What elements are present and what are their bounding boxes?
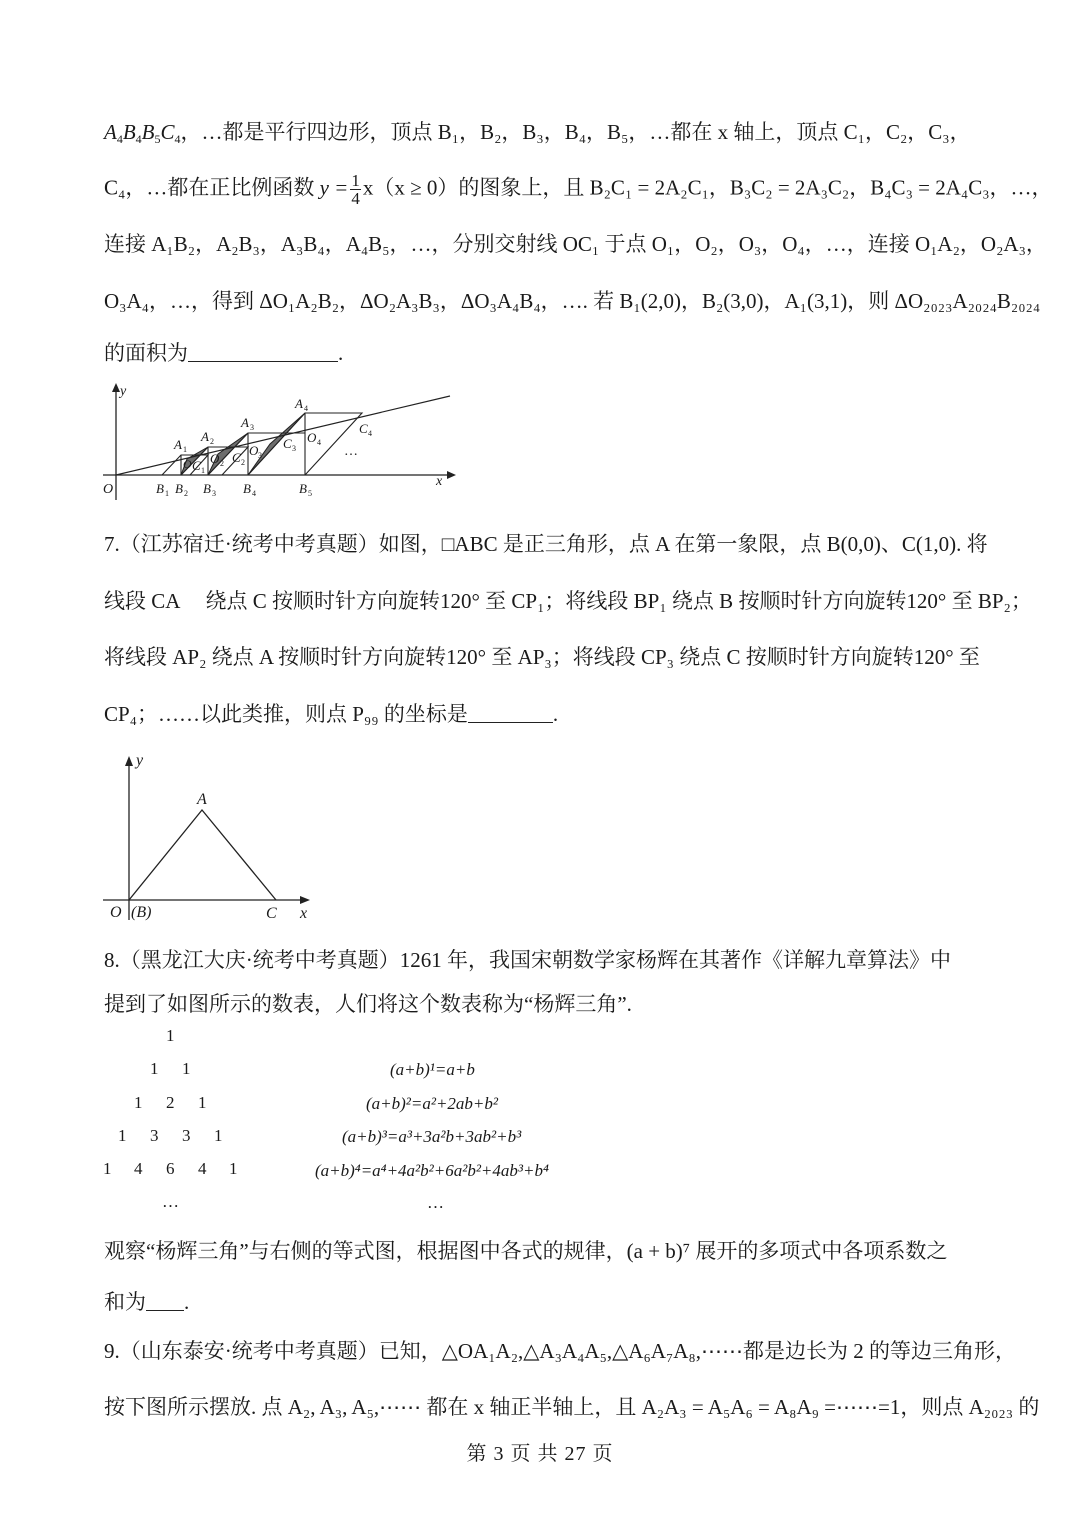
tri-cell: 1 [214,1126,223,1145]
svg-text:A: A [241,415,249,430]
svg-text:C: C [359,421,368,436]
tri-cell: 1 [198,1093,207,1112]
q8-line-4-text: 和为 [104,1290,146,1314]
svg-text:2: 2 [184,489,188,498]
equation-3: (a+b)³=a³+3a²b+3ab²+b³ [342,1127,522,1146]
svg-text:x: x [436,474,443,489]
svg-text:1: 1 [183,445,187,454]
page-footer: 第 3 页 共 27 页 [466,1443,614,1465]
svg-text:4: 4 [368,429,372,438]
q7-line-1: 7.（江苏宿迁·统考中考真题）如图，□ABC 是正三角形，点 A 在第一象限，点 B(0,0)、C(1,0). 将 [104,532,988,556]
q6-line-5-text: 的面积为 [104,341,188,365]
equation-ellipsis: … [427,1193,444,1212]
tri-cell: 1 [103,1159,112,1178]
equation-4: (a+b)⁴=a⁴+4a²b²+6a²b²+4ab³+b⁴ [315,1161,549,1180]
svg-text:3: 3 [292,444,296,453]
answer-blank-q6[interactable] [188,343,338,362]
svg-text:B: B [156,481,164,496]
fraction-one-quarter [350,172,361,207]
svg-text:2: 2 [210,437,214,446]
q7-line-4-text: CP₄；……以此类推，则点 P₉₉ 的坐标是 [104,702,468,726]
svg-text:(B): (B) [131,904,152,921]
tri-cell: 4 [198,1159,207,1178]
svg-text:2: 2 [241,458,245,467]
svg-text:C: C [266,905,277,922]
q8-line-4 [104,1288,189,1316]
tri-cell: 1 [134,1093,143,1112]
q7-line-2: 线段 CA 绕点 C 按顺时针方向旋转120° 至 CP₁；将线段 BP₁ 绕点 B 按顺时针方向旋转120° 至 BP₂； [104,589,1032,613]
svg-text:4: 4 [252,489,256,498]
period: . [552,702,559,726]
svg-text:4: 4 [304,404,308,413]
q9-line-1: 9.（山东泰安·统考中考真题）已知，△OA₁A₂,△A₃A₄A₅,△A₆A₇A₈,⋯⋯都是边长为 2 的等边三角形， [104,1339,1017,1363]
tri-cell: … [162,1192,179,1211]
svg-text:O: O [210,451,220,466]
svg-text:O: O [103,482,114,497]
svg-text:4: 4 [317,438,321,447]
q6-line-5 [104,339,343,367]
svg-text:C: C [232,450,241,465]
svg-text:B: B [243,481,251,496]
q7-line-4 [104,700,558,728]
svg-text:3: 3 [250,423,254,432]
tri-cell: 1 [182,1059,191,1078]
svg-text:x: x [300,905,308,922]
q6-parallelogram-figure [100,378,460,503]
q6-line-4: O₃A₄，…，得到 ΔO₁A₂B₂，ΔO₂A₃B₃，ΔO₃A₄B₄，…. 若 B₁(2,0)，B₂(3,0)，A₁(3,1)，则 ΔO₂₀₂₃A₂₀₂₄B₂₀₂₄ [104,289,1041,313]
fraction-numerator: 1 [351,171,360,190]
tri-cell: 4 [134,1159,143,1178]
svg-text:C: C [192,458,201,473]
fraction-denominator: 4 [351,189,360,208]
function-y: y = [319,175,349,200]
svg-text:A: A [201,429,209,444]
svg-text:A: A [295,396,303,411]
q8-line-1: 8.（黑龙江大庆·统考中考真题）1261 年，我国宋朝数学家杨辉在其著作《详解九章算法》中 [104,948,951,972]
equation-2: (a+b)²=a²+2ab+b² [366,1094,498,1113]
q6-line-2-pre: C₄，…都在正比例函数 [104,175,320,200]
q6-line-1-text: ，…都是平行四边形，顶点 B₁，B₂，B₃，B₄，B₅，…都在 x 轴上，顶点 C₁，C₂，C₃， [180,120,971,144]
q7-line-3: 将线段 AP₂ 绕点 A 按顺时针方向旋转120° 至 AP₃；将线段 CP₃ 绕点 C 按顺时针方向旋转120° 至 [104,645,980,669]
tri-cell: 6 [166,1159,175,1178]
svg-text:5: 5 [308,489,312,498]
period: . [338,341,344,365]
svg-text:…: … [344,444,358,459]
tri-cell: 2 [166,1093,175,1112]
tri-cell: 1 [166,1026,175,1045]
svg-text:A: A [197,791,207,808]
svg-text:A: A [174,437,182,452]
q6-line-2-post: x（x ≥ 0）的图象上，且 B₂C₁ = 2A₂C₁，B₃C₂ = 2A₃C₂，B₄C₃ = 2A₄C₃，…， [362,175,1053,200]
svg-text:B: B [299,481,307,496]
svg-text:y: y [136,752,144,769]
svg-text:O: O [183,457,192,471]
tri-cell: 1 [229,1159,238,1178]
answer-blank-q7[interactable] [468,704,553,723]
svg-text:3: 3 [212,489,216,498]
q9-line-2: 按下图所示摆放. 点 A₂, A₃, A₅,⋯⋯ 都在 x 轴正半轴上，且 A₂A₃ = A₅A₆ = A₈A₉ =⋯⋯=1，则点 A₂₀₂₃ 的 [104,1395,1040,1419]
q8-line-2: 提到了如图所示的数表，人们将这个数表称为“杨辉三角”. [104,992,632,1016]
q8-line-3: 观察“杨辉三角”与右侧的等式图，根据图中各式的规律，(a + b)⁷ 展开的多项式中各项系数之 [104,1239,948,1263]
q6-line-3: 连接 A₁B₂，A₂B₃，A₃B₄，A₄B₅，…，分别交射线 OC₁ 于点 O₁，O₂，O₃，O₄，…，连接 O₁A₂，O₂A₃， [104,232,1047,256]
period: . [184,1290,190,1314]
svg-text:O: O [110,904,122,921]
svg-text:O: O [307,430,317,445]
svg-text:3: 3 [258,451,262,460]
q6-line-2 [104,172,1053,207]
svg-text:B: B [175,481,183,496]
q7-triangle-figure [100,748,330,928]
q6-line-1: $A_4B_4B_5C_4$，…都是平行四边形，顶点 B₁，B₂，B₃，B₄，B₅，…都在 x 轴上，顶点 C₁，C₂，C₃， [104,120,971,146]
tri-cell: 3 [150,1126,159,1145]
tri-cell: 1 [150,1059,159,1078]
svg-text:O: O [249,443,259,458]
svg-text:1: 1 [201,466,205,475]
svg-text:B: B [203,481,211,496]
tri-cell: 1 [118,1126,127,1145]
answer-blank-q8[interactable] [146,1292,184,1311]
svg-text:2: 2 [220,459,224,468]
svg-text:y: y [120,384,127,399]
tri-cell: 3 [182,1126,191,1145]
svg-text:C: C [283,436,292,451]
equation-1: (a+b)¹=a+b [390,1060,475,1079]
svg-text:1: 1 [165,489,169,498]
